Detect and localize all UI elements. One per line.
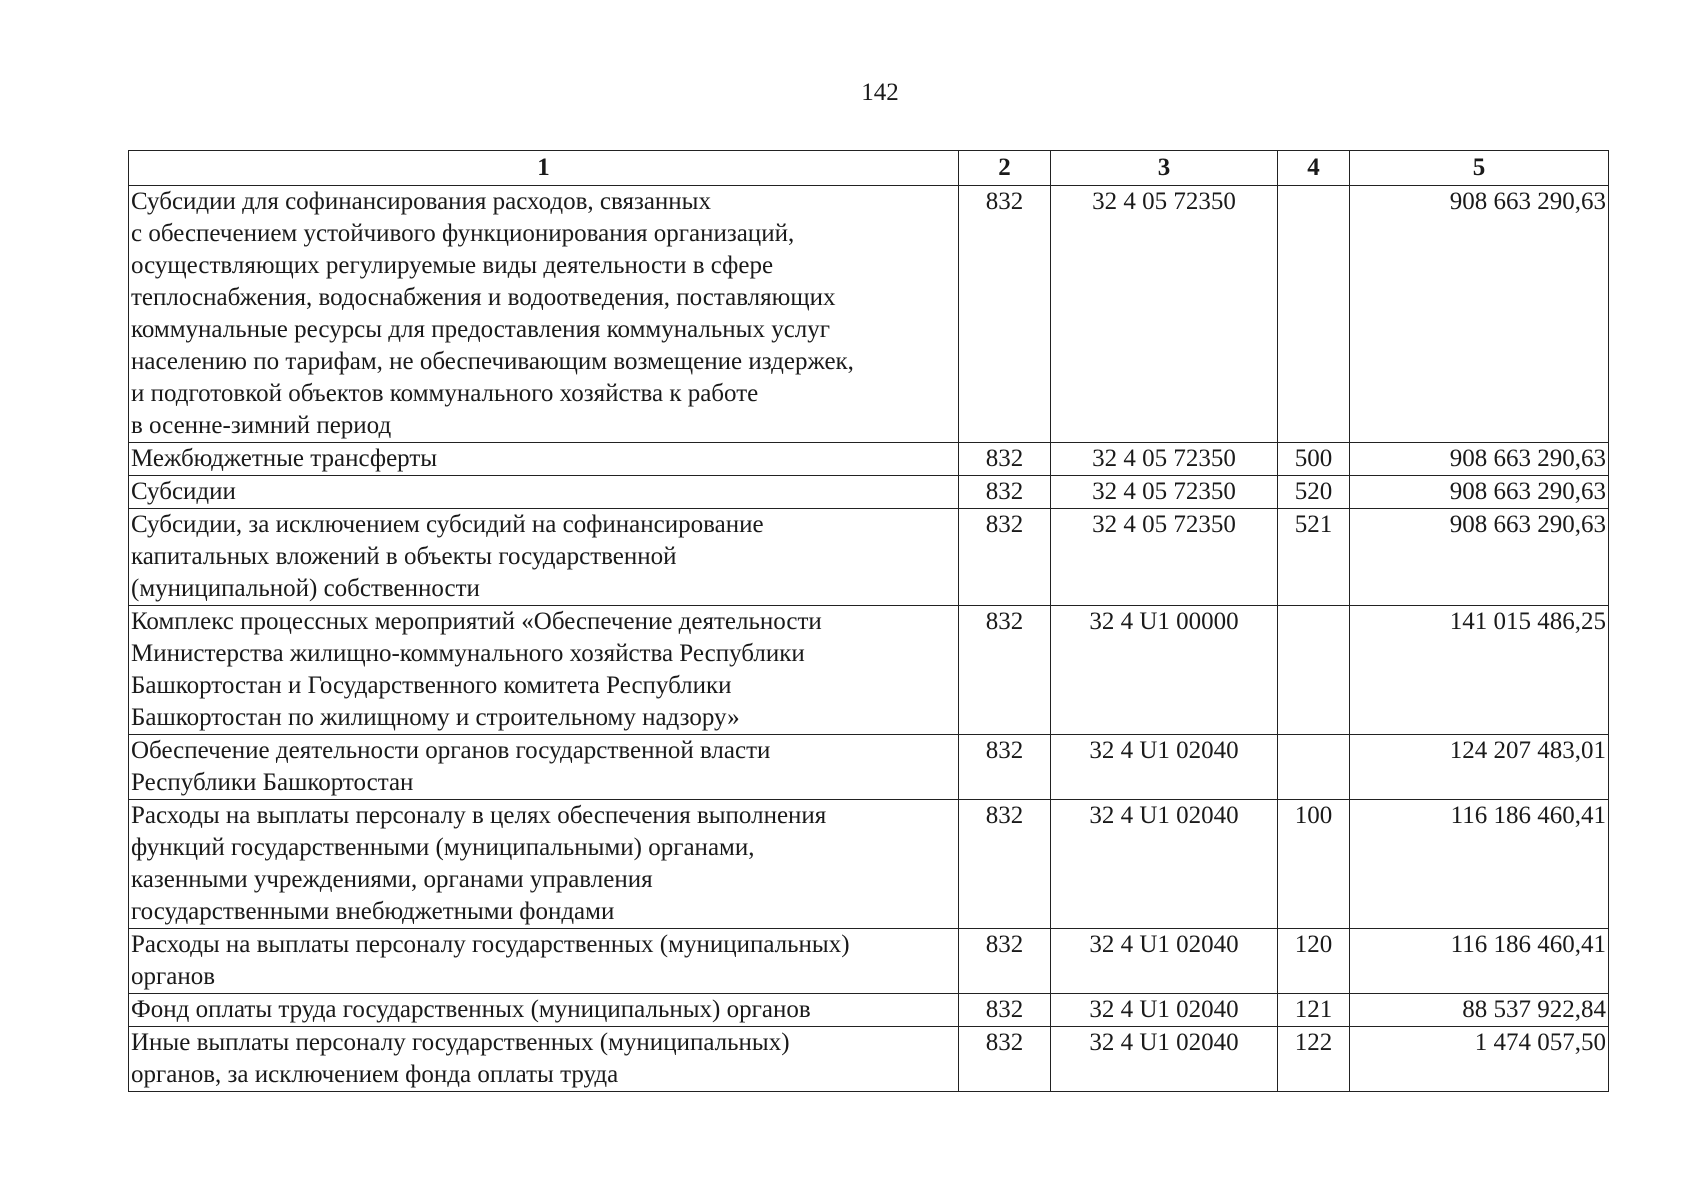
table-row [129, 443, 1609, 476]
row-amount-cell: 908 663 290,63 [1350, 443, 1609, 476]
row-name-line: и подготовкой объектов коммунального хозяйства к работе [131, 380, 759, 407]
row-name-line: осуществляющих регулируемые виды деятельности в сфере [131, 252, 774, 279]
row-name-line: коммунальные ресурсы для предоставления коммунальных услуг [131, 316, 831, 343]
row-name-line: теплоснабжения, водоснабжения и водоотведения, поставляющих [131, 284, 836, 311]
row-amount-cell: 908 663 290,63 [1350, 186, 1609, 443]
row-type-cell: 521 [1278, 509, 1350, 606]
table-body [129, 186, 1609, 1092]
row-name-cell [129, 476, 959, 509]
table-row [129, 509, 1609, 606]
row-code-cell: 832 [959, 994, 1051, 1027]
row-type-cell: 121 [1278, 994, 1350, 1027]
row-target-cell: 32 4 U1 02040 [1051, 735, 1278, 800]
table-row [129, 476, 1609, 509]
row-name-cell [129, 994, 959, 1027]
row-type-cell: 120 [1278, 929, 1350, 994]
row-name-line: Республики Башкортостан [131, 769, 414, 796]
row-name-line: Обеспечение деятельности органов государственной власти [131, 737, 771, 764]
table-row [129, 735, 1609, 800]
row-name-cell [129, 735, 959, 800]
row-target-cell: 32 4 U1 02040 [1051, 929, 1278, 994]
row-name-line: Башкортостан и Государственного комитета Республики [131, 672, 732, 699]
row-code-cell: 832 [959, 186, 1051, 443]
row-amount-cell: 1 474 057,50 [1350, 1027, 1609, 1092]
row-name-cell [129, 800, 959, 929]
row-type-cell [1278, 186, 1350, 443]
row-target-cell: 32 4 U1 02040 [1051, 1027, 1278, 1092]
row-name-line: казенными учреждениями, органами управления [131, 866, 653, 893]
row-code-cell: 832 [959, 443, 1051, 476]
row-amount-cell: 908 663 290,63 [1350, 476, 1609, 509]
row-code-cell: 832 [959, 929, 1051, 994]
row-name-line: Субсидии для софинансирования расходов, связанных [131, 188, 711, 215]
row-code-cell: 832 [959, 509, 1051, 606]
row-name-line: с обеспечением устойчивого функционирования организаций, [131, 220, 795, 247]
page-number: 142 [861, 79, 899, 106]
row-name-line: органов, за исключением фонда оплаты труда [131, 1061, 619, 1088]
row-amount-cell: 116 186 460,41 [1350, 929, 1609, 994]
row-amount-cell: 124 207 483,01 [1350, 735, 1609, 800]
row-code-cell: 832 [959, 735, 1051, 800]
row-name-line: в осенне-зимний период [131, 412, 392, 439]
header-col-5: 5 [1350, 151, 1609, 186]
row-type-cell: 520 [1278, 476, 1350, 509]
header-row [129, 151, 1609, 186]
row-name-line: Министерства жилищно-коммунального хозяйства Республики [131, 640, 805, 667]
row-name-line: Башкортостан по жилищному и строительному надзору» [131, 704, 740, 731]
row-name-line: Межбюджетные трансферты [131, 445, 438, 472]
row-code-cell: 832 [959, 1027, 1051, 1092]
row-name-line: Расходы на выплаты персоналу государственных (муниципальных) [131, 931, 850, 958]
row-amount-cell: 116 186 460,41 [1350, 800, 1609, 929]
row-target-cell: 32 4 U1 02040 [1051, 800, 1278, 929]
row-code-cell: 832 [959, 476, 1051, 509]
row-name-line: органов [131, 963, 216, 990]
table-row [129, 994, 1609, 1027]
row-name-line: Фонд оплаты труда государственных (муниципальных) органов [131, 996, 811, 1023]
row-type-cell [1278, 735, 1350, 800]
row-name-cell [129, 1027, 959, 1092]
row-target-cell: 32 4 05 72350 [1051, 186, 1278, 443]
header-col-2: 2 [959, 151, 1051, 186]
budget-table [128, 150, 1609, 1092]
row-name-line: (муниципальной) собственности [131, 575, 480, 602]
row-target-cell: 32 4 U1 00000 [1051, 606, 1278, 735]
row-amount-cell: 88 537 922,84 [1350, 994, 1609, 1027]
row-name-cell [129, 186, 959, 443]
row-type-cell: 122 [1278, 1027, 1350, 1092]
header-col-1: 1 [129, 151, 959, 186]
header-col-3: 3 [1051, 151, 1278, 186]
row-name-line: функций государственными (муниципальными) органами, [131, 834, 755, 861]
table-row [129, 1027, 1609, 1092]
row-target-cell: 32 4 U1 02040 [1051, 994, 1278, 1027]
row-target-cell: 32 4 05 72350 [1051, 476, 1278, 509]
table-row [129, 800, 1609, 929]
row-amount-cell: 908 663 290,63 [1350, 509, 1609, 606]
table-row [129, 929, 1609, 994]
row-type-cell [1278, 606, 1350, 735]
row-type-cell: 500 [1278, 443, 1350, 476]
row-name-line: государственными внебюджетными фондами [131, 898, 615, 925]
row-target-cell: 32 4 05 72350 [1051, 443, 1278, 476]
row-name-line: Субсидии [131, 478, 236, 505]
table-row [129, 186, 1609, 443]
table-header [129, 151, 1609, 186]
row-name-line: Комплекс процессных мероприятий «Обеспечение деятельности [131, 608, 822, 635]
row-name-cell [129, 509, 959, 606]
row-target-cell: 32 4 05 72350 [1051, 509, 1278, 606]
row-name-cell [129, 443, 959, 476]
row-name-line: Субсидии, за исключением субсидий на софинансирование [131, 511, 764, 538]
row-type-cell: 100 [1278, 800, 1350, 929]
row-name-line: капитальных вложений в объекты государственной [131, 543, 677, 570]
row-name-line: Иные выплаты персоналу государственных (муниципальных) [131, 1029, 790, 1056]
row-name-line: населению по тарифам, не обеспечивающим возмещение издержек, [131, 348, 854, 375]
row-amount-cell: 141 015 486,25 [1350, 606, 1609, 735]
row-name-cell [129, 606, 959, 735]
header-col-4: 4 [1278, 151, 1350, 186]
row-code-cell: 832 [959, 606, 1051, 735]
row-code-cell: 832 [959, 800, 1051, 929]
row-name-cell [129, 929, 959, 994]
row-name-line: Расходы на выплаты персоналу в целях обеспечения выполнения [131, 802, 827, 829]
table-row [129, 606, 1609, 735]
